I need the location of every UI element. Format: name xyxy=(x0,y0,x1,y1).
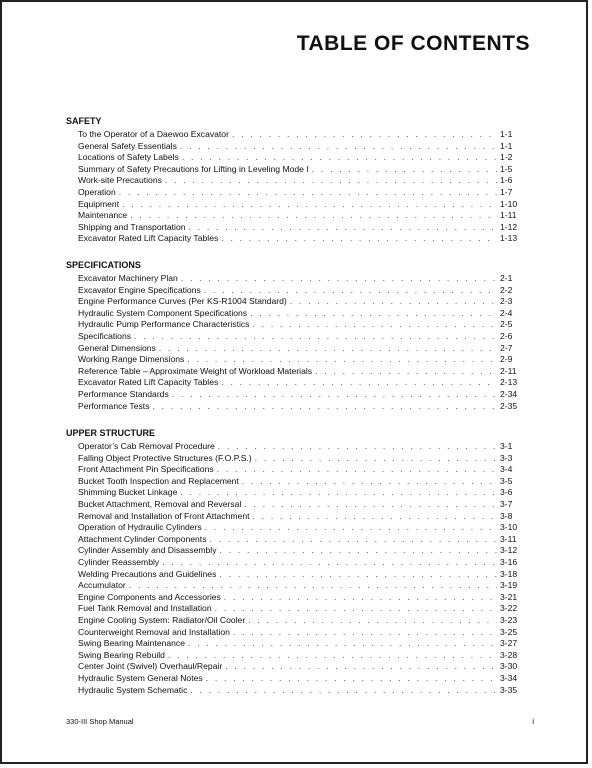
dot-leader xyxy=(250,308,497,320)
toc-entry-page: 2-5 xyxy=(500,319,513,330)
toc-entry-title: Excavator Rated Lift Capacity Tables xyxy=(78,377,219,388)
toc-entry[interactable] xyxy=(78,210,530,222)
dot-leader xyxy=(165,175,497,187)
dot-leader xyxy=(205,522,497,534)
toc-entry-page: 1-7 xyxy=(500,187,513,197)
toc-entry-page: 3-4 xyxy=(500,464,513,475)
toc-entry-title: Summary of Safety Precautions for Lifting in Leveling Mode I xyxy=(78,163,309,174)
footer-page-number: i xyxy=(532,717,534,726)
toc-entry-page: 3-7 xyxy=(500,499,513,509)
toc-entry-page: 2-9 xyxy=(500,354,513,365)
toc-entry-title: Working Range Dimensions xyxy=(78,354,185,365)
dot-leader xyxy=(242,476,497,488)
toc-entry-title: Cylinder Assembly and Disassembly xyxy=(78,545,217,556)
dot-leader xyxy=(159,343,497,355)
toc-entry[interactable] xyxy=(78,569,530,581)
toc-entry-title: Performance Standards xyxy=(78,389,169,399)
dot-leader xyxy=(221,233,497,245)
toc-entry[interactable] xyxy=(78,673,530,685)
toc-entry[interactable] xyxy=(78,522,530,534)
toc-entry[interactable] xyxy=(78,199,530,211)
toc-entry-page: 2-34 xyxy=(500,389,518,399)
dot-leader xyxy=(253,511,498,523)
dot-leader xyxy=(122,199,497,211)
toc-entry-page: 2-3 xyxy=(500,296,513,307)
toc-entry[interactable] xyxy=(78,650,530,662)
toc-entry-title: Cylinder Reassembly xyxy=(78,557,160,567)
toc-entry[interactable] xyxy=(78,534,530,546)
dot-leader xyxy=(232,129,497,141)
dot-leader xyxy=(315,366,497,378)
toc-entry[interactable] xyxy=(78,685,530,697)
toc-entry-title: Reference Table – Approximate Weight of Workload Materials xyxy=(78,365,313,376)
dot-leader xyxy=(255,453,497,465)
dot-leader xyxy=(134,331,497,343)
dot-leader xyxy=(130,210,497,222)
toc-entry[interactable] xyxy=(78,441,530,453)
toc-entry-page: 3-10 xyxy=(500,522,518,533)
toc-entry-page: 3-19 xyxy=(500,580,518,591)
toc-entry-title: Operation of Hydraulic Cylinders xyxy=(78,522,202,533)
dot-leader xyxy=(248,615,497,627)
toc-entry[interactable] xyxy=(78,366,530,378)
toc-entry-title: Equipment xyxy=(78,198,120,209)
toc-entry-title: Swing Bearing Rebuild xyxy=(78,649,165,660)
toc-entry-title: Front Attachment Pin Specifications xyxy=(78,464,214,475)
toc-entry[interactable] xyxy=(78,175,530,187)
toc-entry[interactable] xyxy=(78,331,530,343)
dot-leader xyxy=(189,222,498,234)
toc-entry-page: 2-7 xyxy=(500,342,513,353)
dot-leader xyxy=(180,141,497,153)
toc-entry-page: 1-13 xyxy=(500,233,518,244)
toc-entry-title: Maintenance xyxy=(78,210,128,221)
page-title: TABLE OF CONTENTS xyxy=(296,32,530,55)
toc-entry-title: Hydraulic System General Notes xyxy=(78,673,203,683)
toc-entry-title: General Safety Essentials xyxy=(78,140,177,151)
toc-entry[interactable] xyxy=(78,615,530,627)
toc-entry-page: 1-1 xyxy=(500,129,513,139)
toc-entry-page: 3-30 xyxy=(500,661,518,672)
toc-entry[interactable] xyxy=(78,545,530,557)
toc-entry-page: 2-11 xyxy=(500,365,517,376)
toc-entry-page: 2-6 xyxy=(500,331,513,341)
dot-leader xyxy=(182,152,497,164)
toc-entry-title: Counterweight Removal and Installation xyxy=(78,626,230,637)
dot-leader xyxy=(188,638,497,650)
toc-entry[interactable] xyxy=(78,453,530,465)
toc-entry[interactable] xyxy=(78,308,530,320)
toc-entry[interactable] xyxy=(78,319,530,331)
toc-entry-title: Operation xyxy=(78,187,116,197)
toc-entry-title: Falling Object Protective Structures (F.O.P.S.) xyxy=(78,452,252,463)
toc-entry[interactable] xyxy=(78,233,530,245)
toc-entry-title: Excavator Rated Lift Capacity Tables xyxy=(78,233,219,244)
toc-entry[interactable] xyxy=(78,487,530,499)
dot-leader xyxy=(168,650,497,662)
toc-entry-page: 3-12 xyxy=(500,545,518,556)
dot-leader xyxy=(204,285,497,297)
toc-entry[interactable] xyxy=(78,580,530,592)
toc-entry[interactable] xyxy=(78,389,530,401)
section-title: SPECIFICATIONS xyxy=(66,260,141,270)
toc-entry-title: Center Joint (Swivel) Overhaul/Repair xyxy=(78,661,223,672)
dot-leader xyxy=(233,627,497,639)
toc-entry[interactable] xyxy=(78,343,530,355)
toc-entry-title: General Dimensions xyxy=(78,342,156,353)
dot-leader xyxy=(252,319,497,331)
toc-entry-page: 3-16 xyxy=(500,557,518,567)
toc-entry-page: 2-2 xyxy=(500,284,513,295)
toc-entry-title: Engine Cooling System: Radiator/Oil Cooler xyxy=(78,615,246,625)
dot-leader xyxy=(180,487,497,499)
section-title: UPPER STRUCTURE xyxy=(66,428,156,438)
toc-entry-title: Welding Precautions and Guidelines xyxy=(78,568,217,579)
dot-leader xyxy=(218,441,497,453)
dot-leader xyxy=(224,592,497,604)
toc-entry-page: 3-8 xyxy=(500,510,513,521)
toc-entry-page: 3-3 xyxy=(500,452,513,463)
toc-entry-page: 3-23 xyxy=(500,615,518,625)
toc-entry[interactable] xyxy=(78,464,530,476)
toc-entry-page: 2-13 xyxy=(500,377,518,388)
toc-entry[interactable] xyxy=(78,377,530,389)
dot-leader xyxy=(181,273,497,285)
toc-entry[interactable] xyxy=(78,603,530,615)
toc-entry[interactable] xyxy=(78,401,530,413)
dot-leader xyxy=(244,499,497,511)
dot-leader xyxy=(206,673,497,685)
footer-manual-name: 330-III Shop Manual xyxy=(66,717,134,726)
dot-leader xyxy=(220,545,497,557)
toc-entry-title: Operator’s Cab Removal Procedure xyxy=(78,441,215,451)
dot-leader xyxy=(210,534,498,546)
toc-entry-page: 3-28 xyxy=(500,649,518,660)
toc-entry-title: Accumulator xyxy=(78,580,126,591)
toc-entry-page: 3-18 xyxy=(500,568,518,579)
toc-entry-title: Excavator Engine Specifications xyxy=(78,284,201,295)
toc-entry-page: 3-35 xyxy=(500,684,518,695)
toc-entry[interactable] xyxy=(78,164,530,176)
toc-entry-page: 3-25 xyxy=(500,626,518,637)
toc-entry-page: 3-1 xyxy=(500,441,513,451)
toc-entry-title: To the Operator of a Daewoo Excavator xyxy=(78,129,229,139)
toc-entry-page: 1-12 xyxy=(500,221,518,232)
toc-entry[interactable] xyxy=(78,273,530,285)
toc-entry-title: Bucket Tooth Inspection and Replacement xyxy=(78,475,239,486)
dot-leader xyxy=(312,164,497,176)
dot-leader xyxy=(225,661,497,673)
dot-leader xyxy=(215,603,497,615)
toc-entry-title: Engine Components and Accessories xyxy=(78,591,221,602)
toc-entry-title: Hydraulic System Schematic xyxy=(78,684,188,695)
toc-entry-page: 1-5 xyxy=(500,163,513,174)
toc-entry-page: 1-10 xyxy=(500,198,518,209)
toc-entry-title: Excavator Machinery Plan xyxy=(78,273,178,283)
toc-entry-title: Shipping and Transportation xyxy=(78,221,186,232)
toc-entry-page: 1-11 xyxy=(500,210,517,221)
toc-entry-title: Shimming Bucket Linkage xyxy=(78,487,178,498)
toc-entry-page: 1-1 xyxy=(500,140,513,151)
toc-entry[interactable] xyxy=(78,661,530,673)
toc-entry[interactable] xyxy=(78,222,530,234)
dot-leader xyxy=(172,389,497,401)
toc-entry-page: 3-21 xyxy=(500,591,518,602)
toc-entry-page: 3-5 xyxy=(500,475,513,486)
toc-entry-title: Swing Bearing Maintenance xyxy=(78,638,186,649)
toc-entry-page: 3-11 xyxy=(500,533,517,544)
toc-entry[interactable] xyxy=(78,152,530,164)
toc-entry[interactable] xyxy=(78,354,530,366)
toc-entry-page: 3-34 xyxy=(500,673,518,683)
toc-entry-title: Hydraulic System Component Specifications xyxy=(78,307,248,318)
toc-entry-title: Engine Performance Curves (Per KS-R1004 Standard) xyxy=(78,296,287,307)
dot-leader xyxy=(119,187,497,199)
toc-entry-page: 2-4 xyxy=(500,307,513,318)
toc-entry[interactable] xyxy=(78,296,530,308)
toc-entry-page: 1-2 xyxy=(500,152,513,163)
toc-entry-title: Removal and Installation of Front Attachment xyxy=(78,510,250,521)
toc-entry-title: Fuel Tank Removal and Installation xyxy=(78,603,212,614)
toc-entry-page: 2-35 xyxy=(500,400,518,411)
toc-entry[interactable] xyxy=(78,285,530,297)
dot-leader xyxy=(129,580,497,592)
toc-entry[interactable] xyxy=(78,557,530,569)
toc-entry[interactable] xyxy=(78,627,530,639)
toc-entry-page: 3-6 xyxy=(500,487,513,498)
toc-entry[interactable] xyxy=(78,592,530,604)
toc-entry[interactable] xyxy=(78,129,530,141)
toc-entry-title: Hydraulic Pump Performance Characteristics xyxy=(78,319,250,330)
section-title: SAFETY xyxy=(66,116,102,126)
toc-entry[interactable] xyxy=(78,187,530,199)
toc-entry[interactable] xyxy=(78,511,530,523)
dot-leader xyxy=(187,354,497,366)
toc-entry-title: Specifications xyxy=(78,331,132,341)
toc-entry[interactable] xyxy=(78,499,530,511)
dot-leader xyxy=(290,296,497,308)
toc-entry-page: 3-27 xyxy=(500,638,518,649)
toc-entry[interactable] xyxy=(78,141,530,153)
dot-leader xyxy=(217,464,497,476)
toc-entry-page: 2-1 xyxy=(500,273,513,283)
toc-entry-page: 1-6 xyxy=(500,175,513,186)
dot-leader xyxy=(221,377,497,389)
dot-leader xyxy=(162,557,497,569)
toc-entry[interactable] xyxy=(78,476,530,488)
toc-entry-title: Locations of Safety Labels xyxy=(78,152,179,163)
toc-entry-title: Performance Tests xyxy=(78,400,150,411)
toc-entry-title: Attachment Cylinder Components xyxy=(78,533,207,544)
dot-leader xyxy=(219,569,497,581)
toc-entry[interactable] xyxy=(78,638,530,650)
toc-entry-page: 3-22 xyxy=(500,603,518,614)
toc-entry-title: Bucket Attachment, Removal and Reversal xyxy=(78,499,242,509)
dot-leader xyxy=(190,685,497,697)
dot-leader xyxy=(153,401,498,413)
toc-entry-title: Work-site Precautions xyxy=(78,175,162,186)
